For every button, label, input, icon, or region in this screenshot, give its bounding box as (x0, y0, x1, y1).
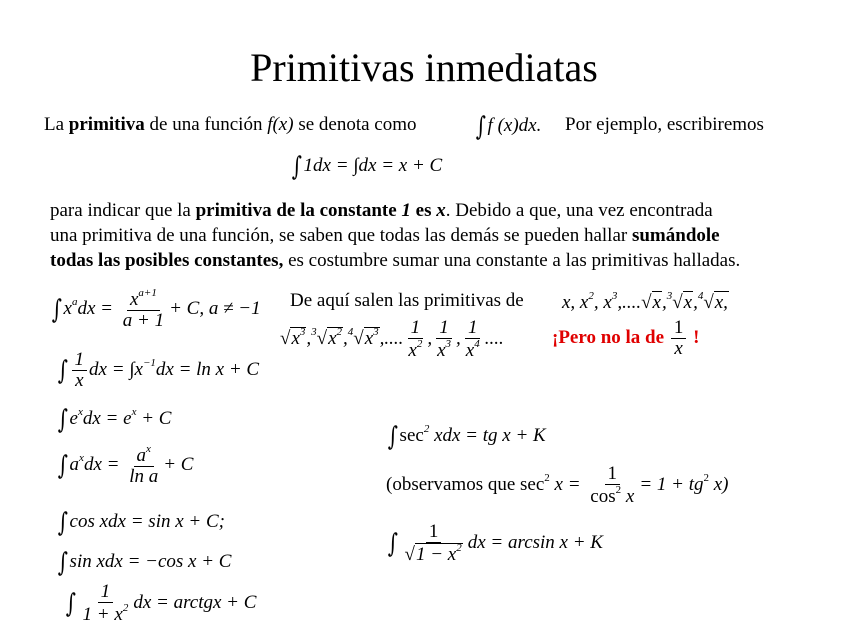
list-text: x, x (562, 292, 589, 313)
denominator: 1 − x (415, 543, 457, 565)
exponent: 4 (474, 337, 480, 350)
numerator: 1 (408, 318, 424, 339)
intro-text-3: se denota como (293, 114, 417, 135)
root-index: 3 (311, 325, 317, 338)
para-text: . Debido a que, una vez encontrada (445, 200, 713, 221)
formula-sin (56, 548, 231, 578)
intro-text-4: Por ejemplo, escribiremos (565, 114, 764, 135)
formula-sec2 (386, 422, 546, 452)
denominator: 1 + x (82, 603, 123, 625)
para-text: una primitiva de una función, se saben que todas las demás se pueden hallar (50, 225, 632, 246)
exponent: a (71, 295, 78, 308)
exponent: x (79, 451, 84, 464)
page-title: Primitivas inmediatas (250, 45, 598, 90)
radicand: x (652, 292, 661, 313)
exponent: 3 (611, 290, 618, 302)
intro-notation (474, 112, 541, 142)
para-bold: primitiva de la constante (195, 200, 402, 221)
denominator: x (437, 339, 446, 361)
radical: √ (641, 292, 652, 313)
exponent: 2 (703, 471, 709, 484)
formula-text: + C (163, 453, 194, 475)
para-text: para indicar que la (50, 200, 196, 221)
formula-text: dx = (83, 453, 120, 475)
formula-inverse (56, 350, 259, 391)
exponent: 2 (544, 471, 550, 484)
fraction (120, 288, 167, 331)
exponent: 2 (615, 483, 622, 496)
radicand: x (328, 327, 337, 349)
formula-exponential (56, 405, 171, 435)
obs-text: = 1 + tg (639, 473, 704, 495)
fraction (434, 318, 454, 361)
numerator: 1 (465, 318, 481, 339)
exponent: 2 (423, 423, 430, 435)
fraction (405, 318, 425, 361)
para-text: es costumbre sumar una constante a las primitivas halladas. (283, 250, 741, 271)
exponent: x (146, 443, 151, 455)
fraction (671, 318, 687, 359)
exponent: x (77, 406, 83, 418)
exponent: 2 (588, 290, 594, 302)
integral-sign: ∫ (51, 294, 62, 325)
formula-text: dx = arcsin x + K (467, 531, 603, 553)
denominator: x (408, 339, 417, 361)
radical: √ (703, 292, 714, 313)
fraction (402, 522, 466, 565)
intro-bold-primitiva: primitiva (68, 114, 145, 135)
radicand: x (364, 327, 374, 349)
formula-text: dx = (77, 297, 113, 319)
exponent: 2 (456, 541, 462, 554)
aside-intro: De aquí salen las primitivas de (290, 290, 524, 311)
formula-arcsin (386, 522, 603, 565)
numerator: x (129, 289, 139, 310)
integral-sign: ∫ (57, 548, 68, 578)
obs-text: x) (708, 473, 729, 495)
formula-arctg (64, 582, 256, 625)
fraction (80, 582, 132, 625)
warning-text: ¡Pero no la de (552, 326, 665, 348)
numerator: 1 (671, 318, 687, 339)
denominator: x (465, 339, 475, 361)
intro-text-2: de una función (144, 114, 268, 135)
aside-list-row-2: $√x^3,^3√x^2,^4√x^3$,.... $\frac{1}{x^2}$ , $\frac{1}{x^3}$ , $\frac{1}{x^4}$ .... (280, 317, 504, 361)
example-equation (290, 152, 442, 182)
warning-note (552, 318, 699, 359)
exponent: 3 (445, 337, 451, 350)
denominator: a + 1 (122, 309, 165, 331)
numerator: a (136, 445, 147, 466)
warning-exclamation: ! (693, 326, 700, 348)
denominator: x (674, 337, 683, 359)
exponent: x (131, 406, 137, 418)
formula-text: + C (136, 408, 172, 429)
list-text: ,.... (617, 292, 642, 313)
radical: √ (316, 327, 328, 349)
observation (386, 464, 729, 507)
intro-text-1: La (44, 114, 69, 135)
aside-list-row-1: x, $x^2$, $x^3,....√x,^3√x,^4√x$, (562, 290, 728, 313)
list-text: , x (593, 292, 612, 313)
para-bold: sumándole (631, 225, 720, 246)
integral-sign: ∫ (57, 405, 68, 435)
obs-text: (observamos que sec (386, 473, 545, 495)
obs-text: x = (549, 473, 581, 495)
exponent: 3 (373, 325, 379, 338)
paragraph-line-1 (50, 200, 713, 222)
formula-power (50, 288, 261, 331)
formula-text: e (69, 408, 78, 429)
formula-text: dx = arctgx + C (133, 591, 257, 613)
integral-sign: ∫ (475, 112, 486, 142)
radicand: x (683, 292, 693, 313)
denominator: x (621, 485, 635, 507)
exponent: 2 (122, 601, 129, 614)
formula-text: dx = ln x + C (155, 358, 260, 380)
denominator: ln a (129, 465, 159, 487)
radical: √ (280, 327, 291, 349)
numerator: 1 (72, 350, 88, 371)
integral-sign: ∫ (387, 422, 398, 452)
root-index: 4 (347, 325, 354, 338)
numerator: 1 (436, 318, 452, 339)
root-index: 4 (697, 290, 704, 302)
list-text: ,.... (379, 327, 404, 349)
formula-text: dx = e (82, 408, 132, 429)
radical: √ (353, 327, 364, 349)
numerator: 1 (605, 464, 621, 485)
exponent: a+1 (138, 287, 157, 299)
intro-fx: f(x) (267, 114, 294, 135)
radicand: x (291, 327, 300, 349)
formula-text: cos xdx = sin x + C; (69, 511, 225, 532)
exponent: 2 (336, 325, 342, 338)
intro-line (44, 114, 417, 136)
fraction (587, 464, 637, 507)
radical: √ (672, 292, 683, 313)
formula-text: xdx = tg x + K (429, 425, 546, 446)
denominator: cos (590, 485, 616, 507)
notation-expr: f (x)dx. (487, 115, 542, 136)
radical: √ (404, 543, 415, 565)
numerator: 1 (426, 522, 442, 543)
fraction (72, 350, 88, 391)
paragraph-line-2 (50, 225, 720, 247)
example-eq-text: 1dx = ∫dx = x + C (303, 155, 443, 176)
formula-text: + C, a ≠ −1 (169, 297, 261, 319)
list-text: .... (484, 327, 504, 349)
para-bold: es (410, 200, 437, 221)
exponent: −1 (142, 356, 156, 369)
fraction (126, 444, 161, 487)
exponent: 2 (416, 337, 423, 350)
integral-sign: ∫ (65, 588, 76, 619)
integral-sign: ∫ (57, 355, 68, 386)
formula-text: a (69, 453, 80, 475)
root-index: 3 (666, 290, 673, 302)
fraction (463, 318, 483, 361)
formula-cos (56, 508, 225, 538)
radicand: x, (714, 292, 728, 313)
numerator: 1 (98, 582, 114, 603)
denominator: x (75, 369, 84, 391)
integral-sign: ∫ (57, 508, 68, 538)
integral-sign: ∫ (57, 450, 68, 481)
para-bold-italic: x (436, 200, 446, 221)
paragraph-line-3 (50, 250, 740, 272)
formula-text: sin xdx = −cos x + C (69, 551, 232, 572)
exponent: 3 (299, 325, 306, 338)
integral-sign: ∫ (291, 152, 302, 182)
para-bold-italic: 1 (401, 200, 411, 221)
formula-text: dx = ∫x (89, 358, 143, 380)
formula-ax (56, 444, 193, 487)
formula-text: sec (399, 425, 424, 446)
integral-sign: ∫ (387, 528, 398, 559)
para-bold: todas las posibles constantes, (50, 250, 284, 271)
formula-text: x (63, 297, 72, 319)
